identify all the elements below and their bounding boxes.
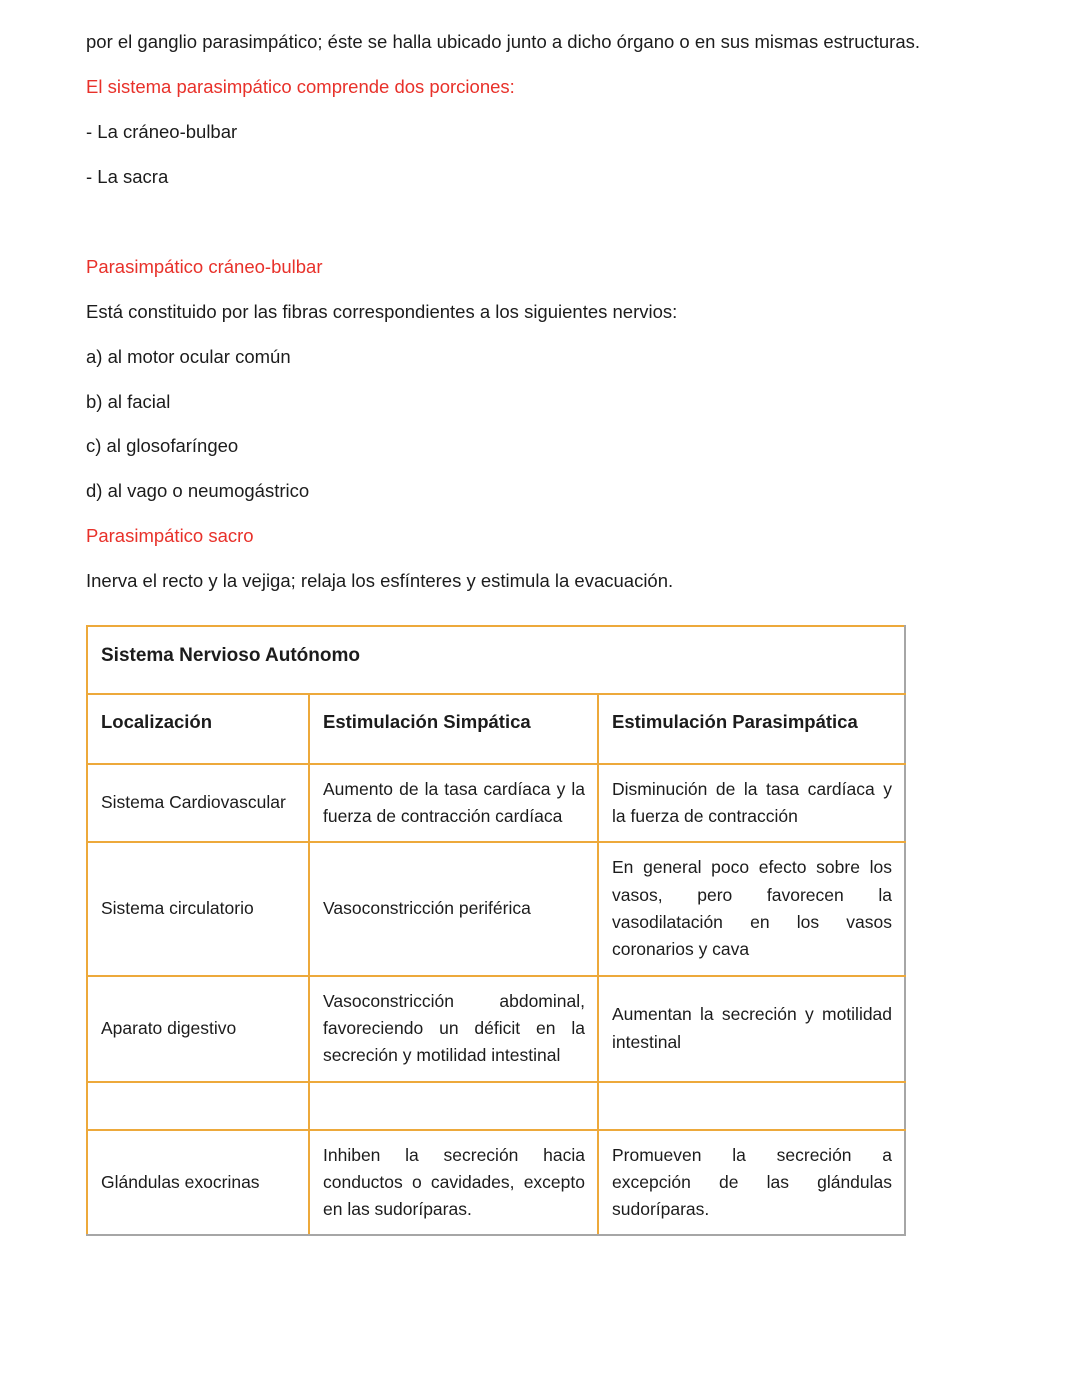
column-header-estimulacion-simpatica: Estimulación Simpática [309,694,598,764]
table-row [87,1130,905,1236]
column-header-estimulacion-parasimpatica: Estimulación Parasimpática [598,694,905,764]
table-header-row [87,694,905,764]
craneo-bulbar-intro: Está constituido por las fibras correspondientes a los siguientes nervios: [86,301,678,323]
nervio-item-b: b) al facial [86,390,171,412]
table-row [87,976,905,1082]
heading-parasimpatico-craneo-bulbar: Parasimpático cráneo-bulbar [86,256,323,278]
sistema-nervioso-autonomo-table [86,625,906,1236]
table-row [87,842,905,975]
table-title-row [87,626,905,694]
sacro-description: Inerva el recto y la vejiga; relaja los esfínteres y estimula la evacuación. [86,569,674,591]
table-row [87,764,905,843]
cell-localizacion: Sistema circulatorio [87,842,309,975]
cell-parasimpatica: Promueven la secreción a excepción de las glándulas sudoríparas. [598,1130,905,1236]
cell-simpatica: Vasoconstricción abdominal, favoreciendo un déficit en la secreción y motilidad intestinal [309,976,598,1082]
table-title: Sistema Nervioso Autónomo [87,626,905,694]
heading-porciones: El sistema parasimpático comprende dos porciones: [86,76,515,98]
cell-simpatica: Vasoconstricción periférica [309,842,598,975]
cell-localizacion: Aparato digestivo [87,976,309,1082]
heading-parasimpatico-sacro: Parasimpático sacro [86,524,254,546]
cell-parasimpatica: Aumentan la secreción y motilidad intestinal [598,976,905,1082]
cell-localizacion: Glándulas exocrinas [87,1130,309,1236]
sistema-nervioso-autonomo-table-wrapper [86,625,904,1236]
table-row-empty [87,1082,905,1130]
cell-localizacion [87,1082,309,1130]
intro-paragraph: por el ganglio parasimpático; éste se halla ubicado junto a dicho órgano o en sus mismas estructuras. [86,31,920,52]
porcion-item-craneo-bulbar: - La cráneo-bulbar [86,120,238,142]
nervio-item-c: c) al glosofaríngeo [86,435,239,457]
cell-localizacion: Sistema Cardiovascular [87,764,309,843]
cell-simpatica [309,1082,598,1130]
cell-parasimpatica: Disminución de la tasa cardíaca y la fuerza de contracción [598,764,905,843]
section-spacer [86,207,992,253]
porcion-item-sacra: - La sacra [86,165,169,187]
column-header-localizacion: Localización [87,694,309,764]
nervio-item-d: d) al vago o neumogástrico [86,480,310,502]
cell-simpatica: Aumento de la tasa cardíaca y la fuerza de contracción cardíaca [309,764,598,843]
nervio-item-a: a) al motor ocular común [86,345,291,367]
cell-parasimpatica: En general poco efecto sobre los vasos, pero favorecen la vasodilatación en los vasos coronarios y cava [598,842,905,975]
cell-simpatica: Inhiben la secreción hacia conductos o cavidades, excepto en las sudoríparas. [309,1130,598,1236]
cell-parasimpatica [598,1082,905,1130]
